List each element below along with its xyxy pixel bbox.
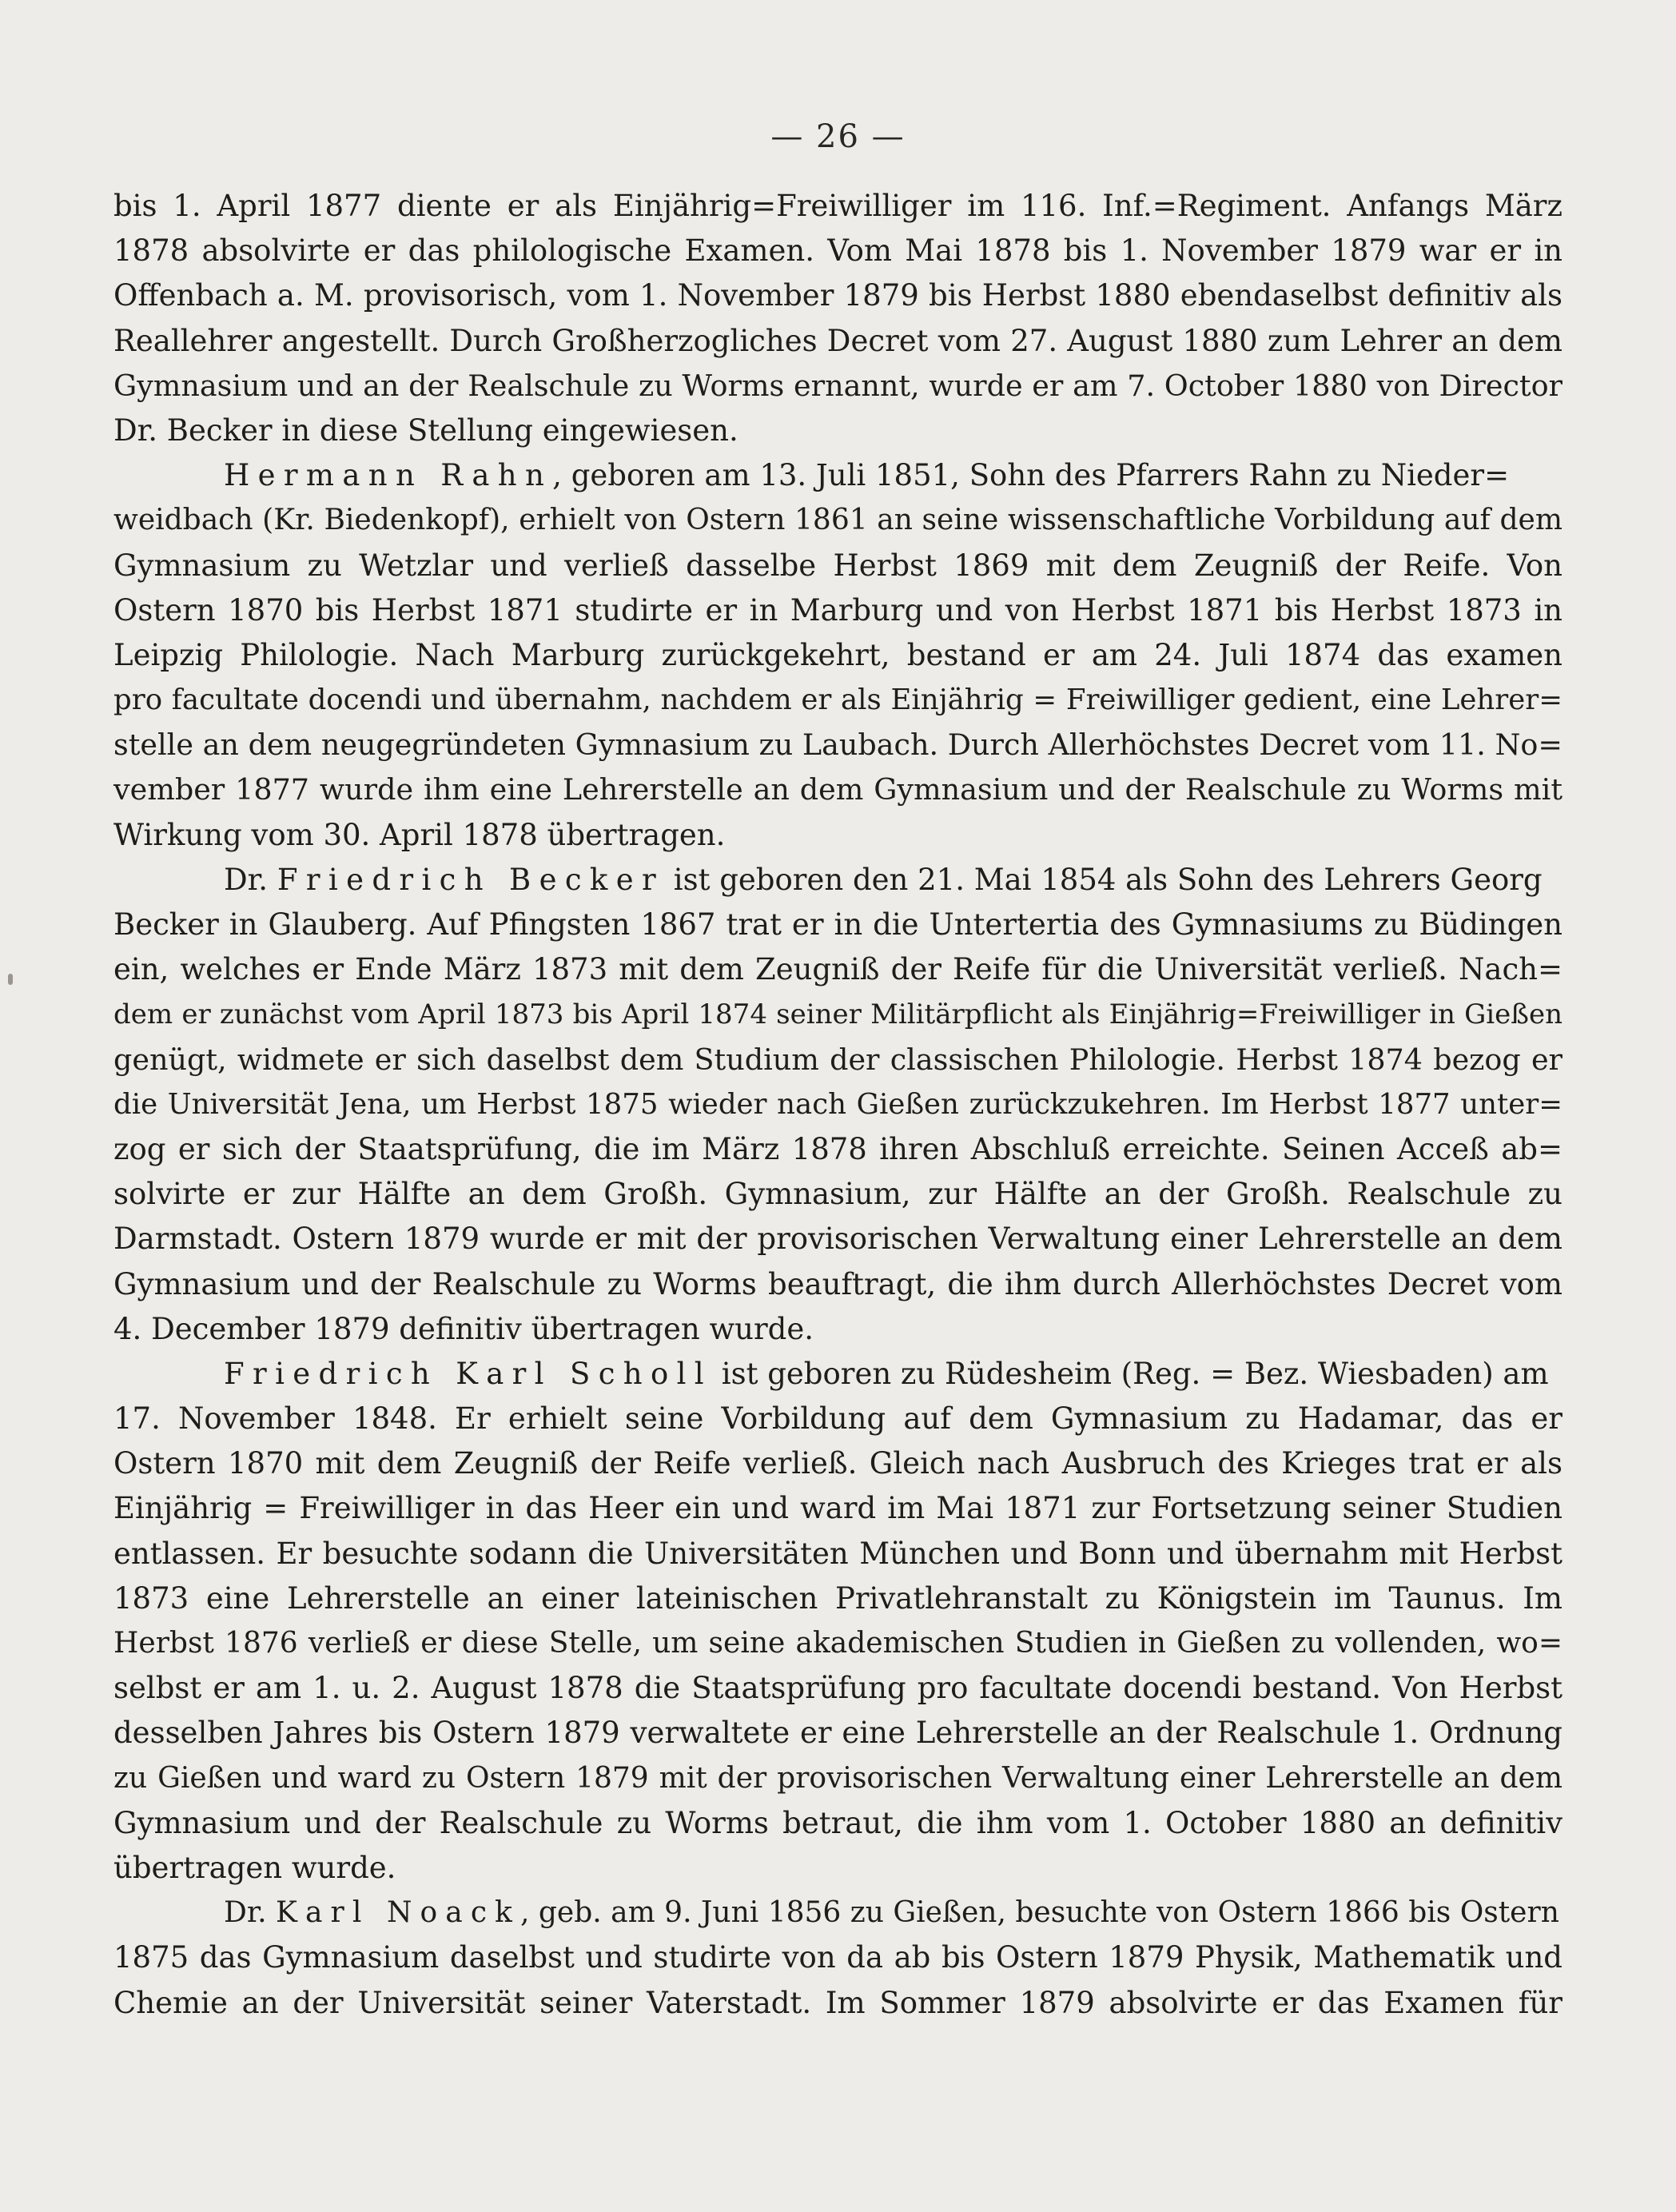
person-name: Friedrich Karl Scholl — [224, 1356, 712, 1391]
text-line: Ostern 1870 bis Herbst 1871 studirte er in Marburg und von Herbst 1871 bis Herbst 1873 in — [113, 592, 1563, 628]
text-fragment: , geb. am 9. Juni 1856 zu Gießen, besuchte von Ostern 1866 bis Ostern — [520, 1896, 1559, 1930]
page-number: — 26 — — [770, 118, 906, 155]
text-line — [113, 453, 1563, 498]
text-line: dem er zunächst vom April 1873 bis April 1874 seiner Militärpflicht als Einjährig=Freiwilliger in Gießen — [113, 998, 1563, 1031]
text-line: Gymnasium und der Realschule zu Worms beauftragt, die ihm durch Allerhöchstes Decret vom — [113, 1266, 1563, 1301]
text-fragment: ist geboren zu Rüdesheim (Reg. = Bez. Wiesbaden) am — [712, 1356, 1549, 1391]
person-name: Hermann Rahn — [224, 458, 553, 493]
text-line: Wirkung vom 30. April 1878 übertragen. — [113, 817, 726, 852]
text-line: entlassen. Er besuchte sodann die Universitäten München und Bonn und übernahm mit Herbst — [113, 1536, 1563, 1571]
paragraph-4 — [113, 1352, 1563, 1891]
text-line: bis 1. April 1877 diente er als Einjährig=Freiwilliger im 116. Inf.=Regiment. Anfangs März — [113, 189, 1563, 223]
text-line: Ostern 1870 mit dem Zeugniß der Reife verließ. Gleich nach Ausbruch des Krieges trat er als — [113, 1446, 1563, 1481]
paragraph-5 — [113, 1891, 1563, 2026]
text-line: Einjährig = Freiwilliger in das Heer ein und ward im Mai 1871 zur Fortsetzung seiner Studien — [113, 1491, 1563, 1526]
text-line: Gymnasium und an der Realschule zu Worms ernannt, wurde er am 7. October 1880 von Director — [113, 368, 1563, 403]
text-line: desselben Jahres bis Ostern 1879 verwaltete er eine Lehrerstelle an der Realschule 1. Ordnung — [113, 1716, 1563, 1751]
text-line: Becker in Glauberg. Auf Pfingsten 1867 trat er in die Untertertia des Gymnasiums zu Büdingen — [113, 907, 1563, 942]
title-prefix: Dr. — [224, 862, 269, 897]
text-line: weidbach (Kr. Biedenkopf), erhielt von Ostern 1861 an seine wissenschaftliche Vorbildung auf dem — [113, 504, 1563, 537]
text-line — [113, 1891, 1563, 1935]
text-line: Leipzig Philologie. Nach Marburg zurückgekehrt, bestand er am 24. Juli 1874 das examen — [113, 637, 1563, 672]
text-line: vember 1877 wurde ihm eine Lehrerstelle an dem Gymnasium und der Realschule zu Worms mit — [113, 772, 1563, 807]
text-line: pro facultate docendi und übernahm, nachdem er als Einjährig = Freiwilliger gedient, eine Lehrer= — [113, 684, 1563, 717]
paragraph-3 — [113, 858, 1563, 1352]
text-line: 1875 das Gymnasium daselbst und studirte von da ab bis Ostern 1879 Physik, Mathematik und — [113, 1940, 1563, 1975]
text-line: übertragen wurde. — [113, 1850, 396, 1885]
text-line: zu Gießen und ward zu Ostern 1879 mit der provisorischen Verwaltung einer Lehrerstelle an dem — [113, 1761, 1563, 1795]
scan-speck — [8, 974, 13, 985]
person-name: Karl Noack — [276, 1896, 520, 1930]
text-line: Dr. Becker in diese Stellung eingewiesen. — [113, 413, 738, 448]
text-line: 1873 eine Lehrerstelle an einer lateinischen Privatlehranstalt zu Königstein im Taunus. Im — [113, 1580, 1563, 1616]
text-line: zog er sich der Staatsprüfung, die im März 1878 ihren Abschluß erreichte. Seinen Acceß ab= — [113, 1131, 1563, 1166]
text-fragment: ist geboren den 21. Mai 1854 als Sohn des Lehrers Georg — [664, 862, 1543, 897]
text-line: genügt, widmete er sich daselbst dem Studium der classischen Philologie. Herbst 1874 bezog er — [113, 1042, 1563, 1077]
text-line: Gymnasium zu Wetzlar und verließ dasselbe Herbst 1869 mit dem Zeugniß der Reife. Von — [113, 548, 1563, 583]
body-text — [113, 184, 1563, 2026]
text-line: Herbst 1876 verließ er diese Stelle, um seine akademischen Studien in Gießen zu vollenden, wo= — [113, 1627, 1563, 1660]
text-line: Gymnasium und der Realschule zu Worms betraut, die ihm vom 1. October 1880 an definitiv — [113, 1805, 1563, 1840]
text-line: 17. November 1848. Er erhielt seine Vorbildung auf dem Gymnasium zu Hadamar, das er — [113, 1401, 1563, 1437]
text-line — [113, 858, 1563, 903]
text-line: solvirte er zur Hälfte an dem Großh. Gymnasium, zur Hälfte an der Großh. Realschule zu — [113, 1177, 1563, 1212]
text-line: Darmstadt. Ostern 1879 wurde er mit der provisorischen Verwaltung einer Lehrerstelle an dem — [113, 1222, 1563, 1257]
paragraph-1 — [113, 184, 1563, 453]
text-line: Chemie an der Universität seiner Vaterstadt. Im Sommer 1879 absolvirte er das Examen für — [113, 1985, 1563, 2020]
text-line: 1878 absolvirte er das philologische Examen. Vom Mai 1878 bis 1. November 1879 war er in — [113, 233, 1563, 269]
text-line: Offenbach a. M. provisorisch, vom 1. November 1879 bis Herbst 1880 ebendaselbst definitiv als — [113, 278, 1563, 313]
text-line: selbst er am 1. u. 2. August 1878 die Staatsprüfung pro facultate docendi bestand. Von Herbst — [113, 1671, 1563, 1706]
title-prefix: Dr. — [224, 1896, 267, 1930]
text-line: stelle an dem neugegründeten Gymnasium zu Laubach. Durch Allerhöchstes Decret vom 11. No= — [113, 727, 1563, 763]
person-name: Friedrich Becker — [277, 862, 665, 897]
text-line: 4. December 1879 definitiv übertragen wurde. — [113, 1311, 814, 1346]
text-line: die Universität Jena, um Herbst 1875 wieder nach Gießen zurückzukehren. Im Herbst 1877 unter= — [113, 1087, 1563, 1121]
paragraph-2 — [113, 453, 1563, 858]
text-line: Reallehrer angestellt. Durch Großherzogliches Decret vom 27. August 1880 zum Lehrer an dem — [113, 323, 1563, 358]
text-line: ein, welches er Ende März 1873 mit dem Zeugniß der Reife für die Universität verließ. Nach= — [113, 952, 1563, 987]
text-fragment: , geboren am 13. Juli 1851, Sohn des Pfarrers Rahn zu Nieder= — [552, 458, 1510, 493]
text-line — [113, 1352, 1563, 1397]
